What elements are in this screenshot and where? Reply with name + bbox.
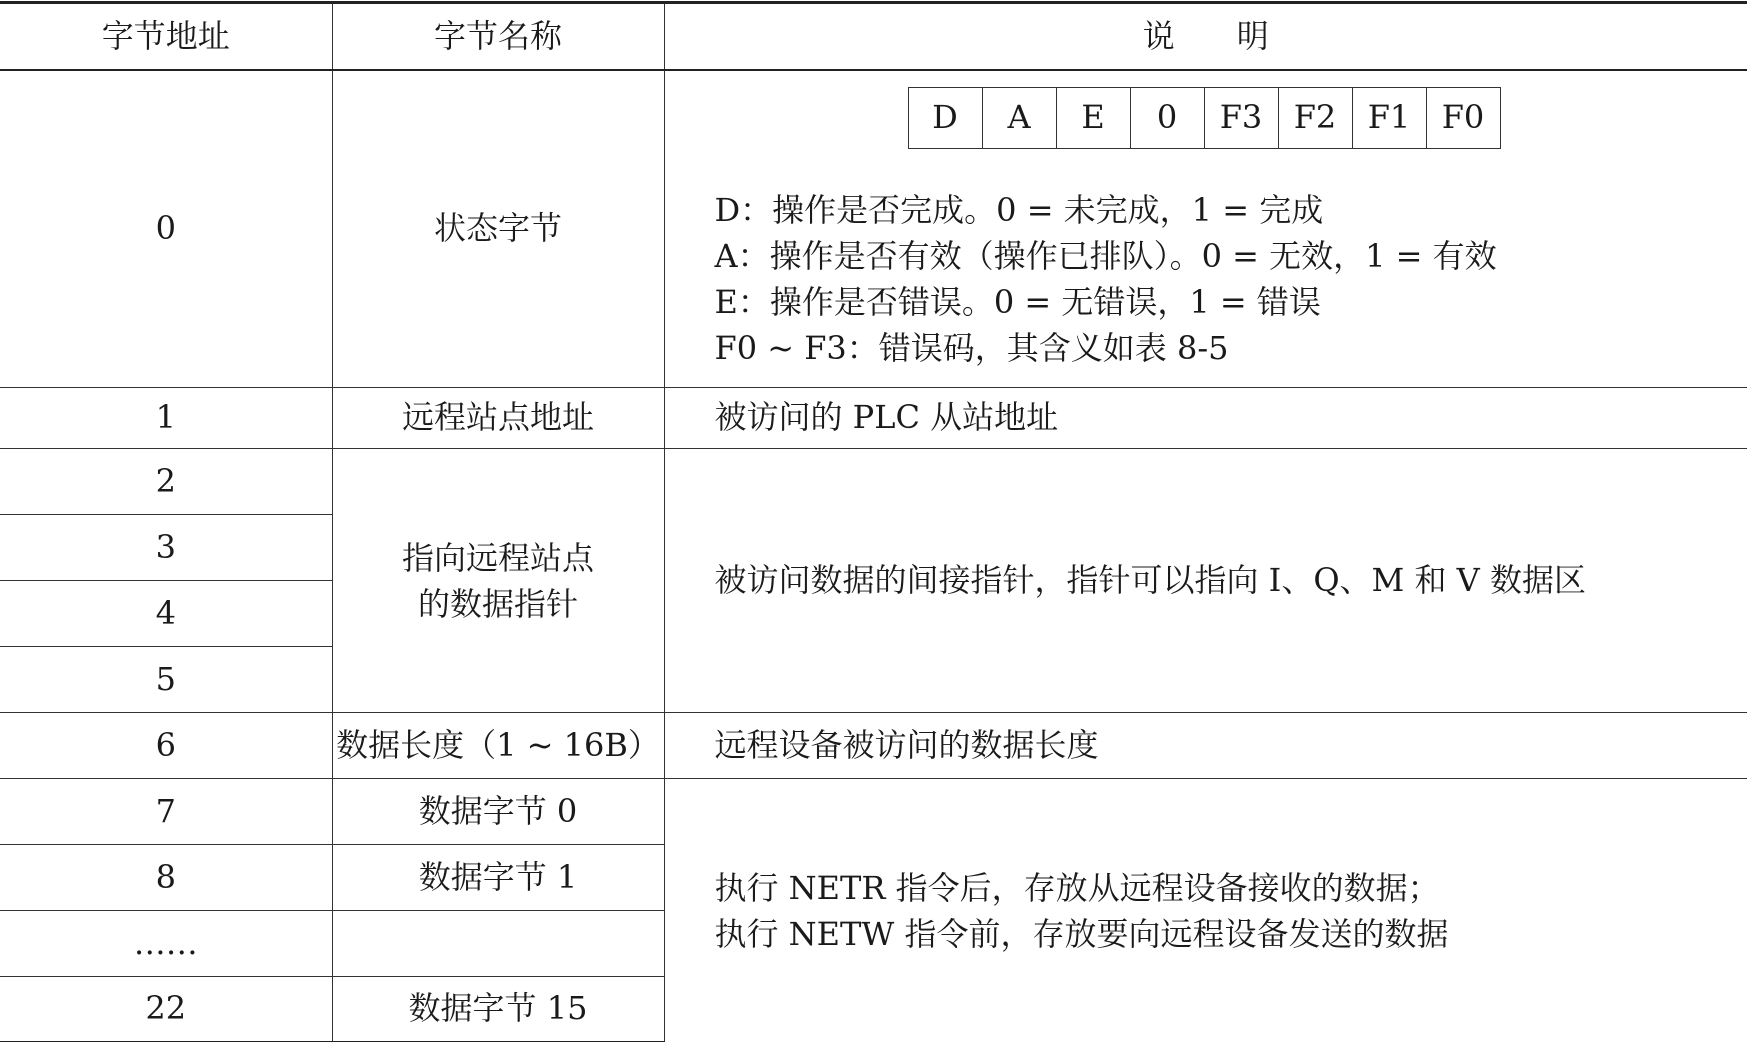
byte-name-cell xyxy=(332,911,664,977)
byte-name-cell: 数据字节 0 xyxy=(332,779,664,845)
header-byte-name: 字节名称 xyxy=(332,3,664,71)
bit-cell: D xyxy=(908,88,982,149)
bit-note: F0 ~ F3：错误码，其含义如表 8-5 xyxy=(714,329,1229,367)
byte-name-cell: 数据字节 15 xyxy=(332,977,664,1042)
description-line: 执行 NETR 指令后，存放从远程设备接收的数据； xyxy=(714,868,1440,907)
header-byte-address: 字节地址 xyxy=(0,3,332,71)
description-cell: 远程设备被访问的数据长度 xyxy=(664,713,1747,779)
table-row xyxy=(0,70,1747,388)
byte-address-cell: 8 xyxy=(0,845,332,911)
byte-address-cell: 5 xyxy=(0,647,332,713)
byte-name-line: 的数据指针 xyxy=(417,584,578,623)
byte-address-cell: 7 xyxy=(0,779,332,845)
description-cell xyxy=(664,779,1747,1042)
byte-address-cell: 22 xyxy=(0,977,332,1042)
byte-definition-table xyxy=(0,1,1747,1042)
byte-address-cell: 1 xyxy=(0,388,332,449)
header-description-part-2: 明 xyxy=(1236,16,1269,55)
bit-cell: 0 xyxy=(1130,88,1204,149)
status-bit-notes xyxy=(665,149,1747,387)
description-cell: 被访问数据的间接指针，指针可以指向 I、Q、M 和 V 数据区 xyxy=(664,449,1747,713)
table-header-row xyxy=(0,3,1747,71)
byte-name-cell: 数据字节 1 xyxy=(332,845,664,911)
bit-note: A：操作是否有效（操作已排队）。0 = 无效，1 = 有效 xyxy=(714,237,1497,275)
byte-address-cell: 6 xyxy=(0,713,332,779)
bit-cell: E xyxy=(1056,88,1130,149)
byte-address-cell: …… xyxy=(0,911,332,977)
description-line: 执行 NETW 指令前，存放要向远程设备发送的数据 xyxy=(714,914,1449,953)
bit-note: D：操作是否完成。0 = 未完成，1 = 完成 xyxy=(714,191,1324,229)
header-description-part-1: 说 xyxy=(1142,16,1175,55)
byte-address-cell: 0 xyxy=(0,70,332,388)
byte-address-cell: 2 xyxy=(0,449,332,515)
table-row xyxy=(0,779,1747,845)
bit-cell: F1 xyxy=(1352,88,1426,149)
status-bit-layout xyxy=(908,87,1501,149)
byte-name-cell: 远程站点地址 xyxy=(332,388,664,449)
header-description xyxy=(664,3,1747,71)
bit-cell: F0 xyxy=(1426,88,1500,149)
bit-note: E：操作是否错误。0 = 无错误，1 = 错误 xyxy=(714,283,1321,321)
description-cell: 被访问的 PLC 从站地址 xyxy=(664,388,1747,449)
table-row xyxy=(0,388,1747,449)
status-byte-description xyxy=(664,70,1747,388)
bit-cell: A xyxy=(982,88,1056,149)
byte-name-cell: 数据长度（1 ~ 16B） xyxy=(332,713,664,779)
byte-name-line: 指向远程站点 xyxy=(401,538,594,577)
bit-cell: F3 xyxy=(1204,88,1278,149)
byte-name-cell xyxy=(332,449,664,713)
byte-address-cell: 3 xyxy=(0,515,332,581)
bit-cell: F2 xyxy=(1278,88,1352,149)
table-row xyxy=(0,713,1747,779)
byte-address-cell: 4 xyxy=(0,581,332,647)
byte-name-cell: 状态字节 xyxy=(332,70,664,388)
table-row xyxy=(0,449,1747,515)
